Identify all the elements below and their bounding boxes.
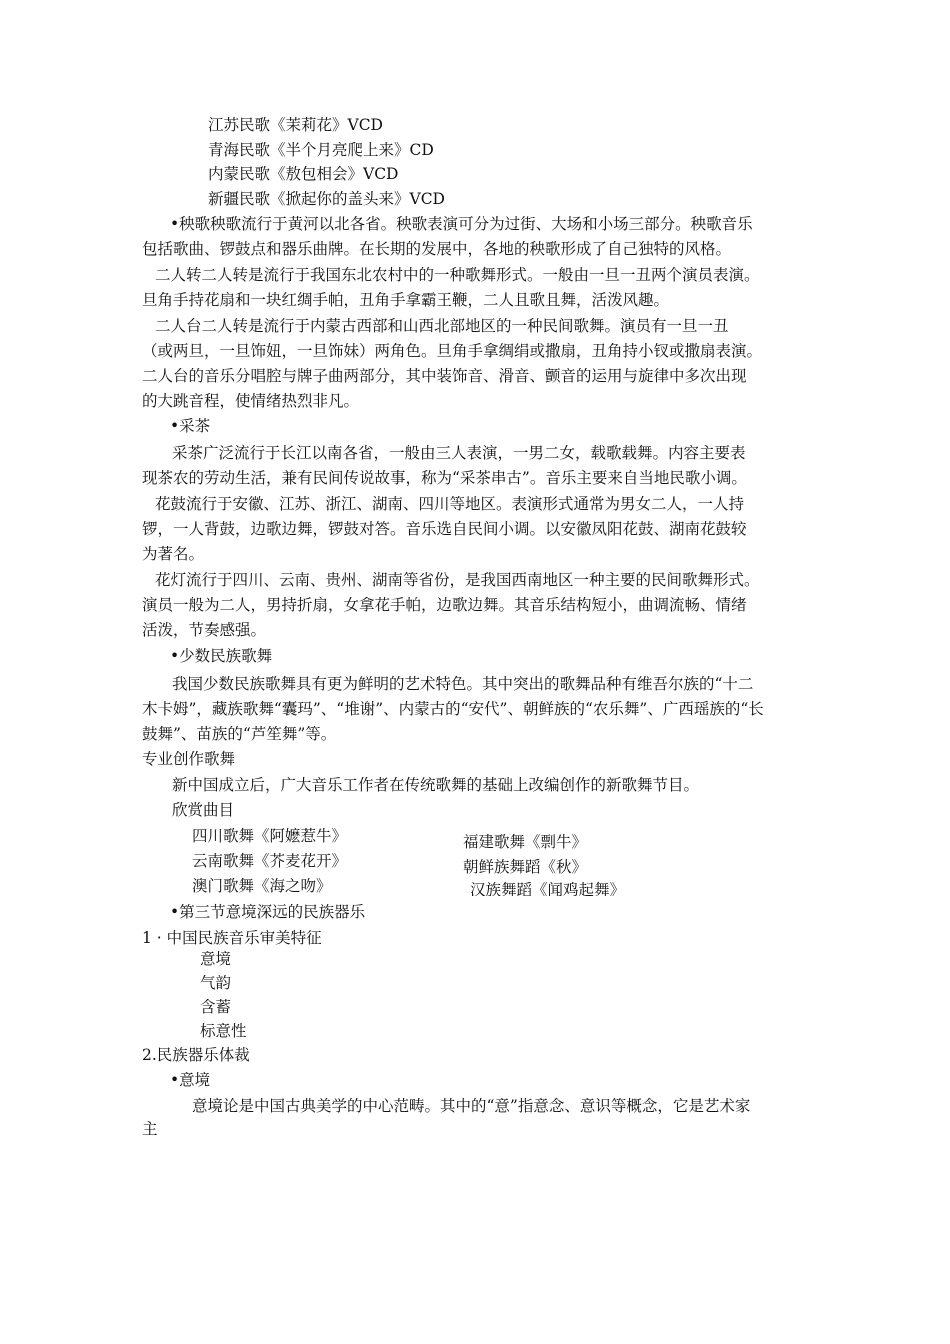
errenzhuan-line: 二人转二人转是流行于我国东北农村中的一种歌舞形式。一般由一旦一丑两个演员表演。 [155, 266, 760, 284]
work-right-clipped: 汉族舞蹈《闻鸡起舞》 [470, 881, 626, 896]
huagu-line: 花鼓流行于安徽、江苏、浙江、湖南、四川等地区。表演形式通常为男女二人，一人持 [155, 495, 745, 513]
feature-item: 含蓄 [200, 998, 232, 1016]
feature-item: 标意性 [200, 1022, 247, 1040]
vcd-item: 内蒙民歌《敖包相会》VCD [208, 165, 399, 183]
minority-line: 我国少数民族歌舞具有更为鲜明的艺术特色。其中突出的歌舞品种有维吾尔族的“十二 [172, 675, 754, 693]
vcd-item: 新疆民歌《掀起你的盖头来》VCD [208, 190, 445, 208]
huagu-line: 锣，一人背鼓，边歌边舞，锣鼓对答。音乐选自民间小调。以安徽凤阳花鼓、湖南花鼓较 [142, 520, 747, 538]
minority-heading: • 少数民族歌舞 [170, 646, 272, 666]
errenzhuan-line: 旦角手持花扇和一块红绸手帕，丑角手拿霸王鞭，二人且歌且舞，活泼风趣。 [142, 291, 670, 309]
section3-sub2: 2.民族器乐体裁 [142, 1046, 250, 1064]
bullet-icon [170, 215, 179, 233]
huadeng-line: 花灯流行于四川、云南、贵州、湖南等省份，是我国西南地区一种主要的民间歌舞形式。 [155, 571, 760, 589]
professional-heading: 专业创作歌舞 [142, 750, 236, 768]
bullet-icon [170, 417, 179, 435]
section3-sub1: 1 · 中国民族音乐审美特征 [142, 929, 322, 947]
feature-item: 气韵 [200, 974, 232, 992]
errentai-line: （或两旦，一旦饰妞，一旦饰妹）两角色。旦角手拿绸绢或撒扇，丑角持小钗或撒扇表演。 [142, 342, 763, 360]
yijing-line: 主 [142, 1120, 158, 1138]
vcd-item: 江苏民歌《茉莉花》VCD [208, 116, 383, 134]
caicha-heading: • 采茶 [170, 416, 210, 436]
errentai-line: 二人台的音乐分唱腔与牌子曲两部分，其中装饰音、滑音、颤音的运用与旋律中多次出现 [142, 367, 747, 385]
yijing-line: 意境论是中国古典美学的中心范畴。其中的“意”指意念、意识等概念，它是艺术家 [192, 1097, 751, 1115]
yijing-heading: • 意境 [170, 1070, 210, 1090]
work-left: 澳门歌舞《海之吻》 [192, 877, 332, 895]
work-left: 四川歌舞《阿嬷惹牛》 [192, 827, 348, 845]
vcd-item: 青海民歌《半个月亮爬上来》CD [208, 141, 434, 159]
yangge-heading: 秧歌 [179, 215, 211, 233]
bullet-icon [170, 647, 179, 665]
work-right: 朝鲜族舞蹈《秋》 [463, 858, 588, 876]
yangge-paragraph-line: • 秧歌秧歌流行于黄河以北各省。秧歌表演可分为过街、大场和小场三部分。秧歌音乐 [170, 214, 753, 234]
work-left: 云南歌舞《芥麦花开》 [192, 852, 348, 870]
errentai-line: 的大跳音程，使情绪热烈非凡。 [142, 392, 360, 410]
work-right: 福建歌舞《剽牛》 [463, 833, 588, 851]
professional-line: 新中国成立后，广大音乐工作者在传统歌舞的基础上改编创作的新歌舞节目。 [172, 776, 700, 794]
caicha-line: 采茶广泛流行于长江以南各省，一般由三人表演，一男二女，载歌载舞。内容主要表 [172, 444, 746, 462]
caicha-line: 现茶农的劳动生活，兼有民间传说故事，称为“采茶串古”。音乐主要来自当地民歌小调。 [142, 469, 747, 487]
feature-item: 意境 [200, 950, 232, 968]
minority-line: 鼓舞”、苗族的“芦笙舞”等。 [142, 725, 337, 743]
appreciation-label: 欣赏曲目 [172, 801, 235, 819]
section3-heading: • 第三节意境深远的民族器乐 [170, 902, 365, 922]
huagu-line: 为著名。 [142, 545, 205, 563]
errentai-line: 二人台二人转是流行于内蒙古西部和山西北部地区的一种民间歌舞。演员有一旦一丑 [155, 317, 729, 335]
huadeng-line: 演员一般为二人，男持折扇，女拿花手帕，边歌边舞。其音乐结构短小，曲调流畅、情绪 [142, 596, 747, 614]
minority-line: 木卡姆”，藏族歌舞“囊玛”、“堆谢”、内蒙古的“安代”、朝鲜族的“农乐舞”、广西瑶族的“长 [142, 700, 764, 718]
bullet-icon [170, 903, 179, 921]
yangge-paragraph-line: 包括歌曲、锣鼓点和器乐曲牌。在长期的发展中，各地的秧歌形成了自己独特的风格。 [142, 240, 732, 258]
bullet-icon [170, 1071, 179, 1089]
huadeng-line: 活泼，节奏感强。 [142, 621, 267, 639]
